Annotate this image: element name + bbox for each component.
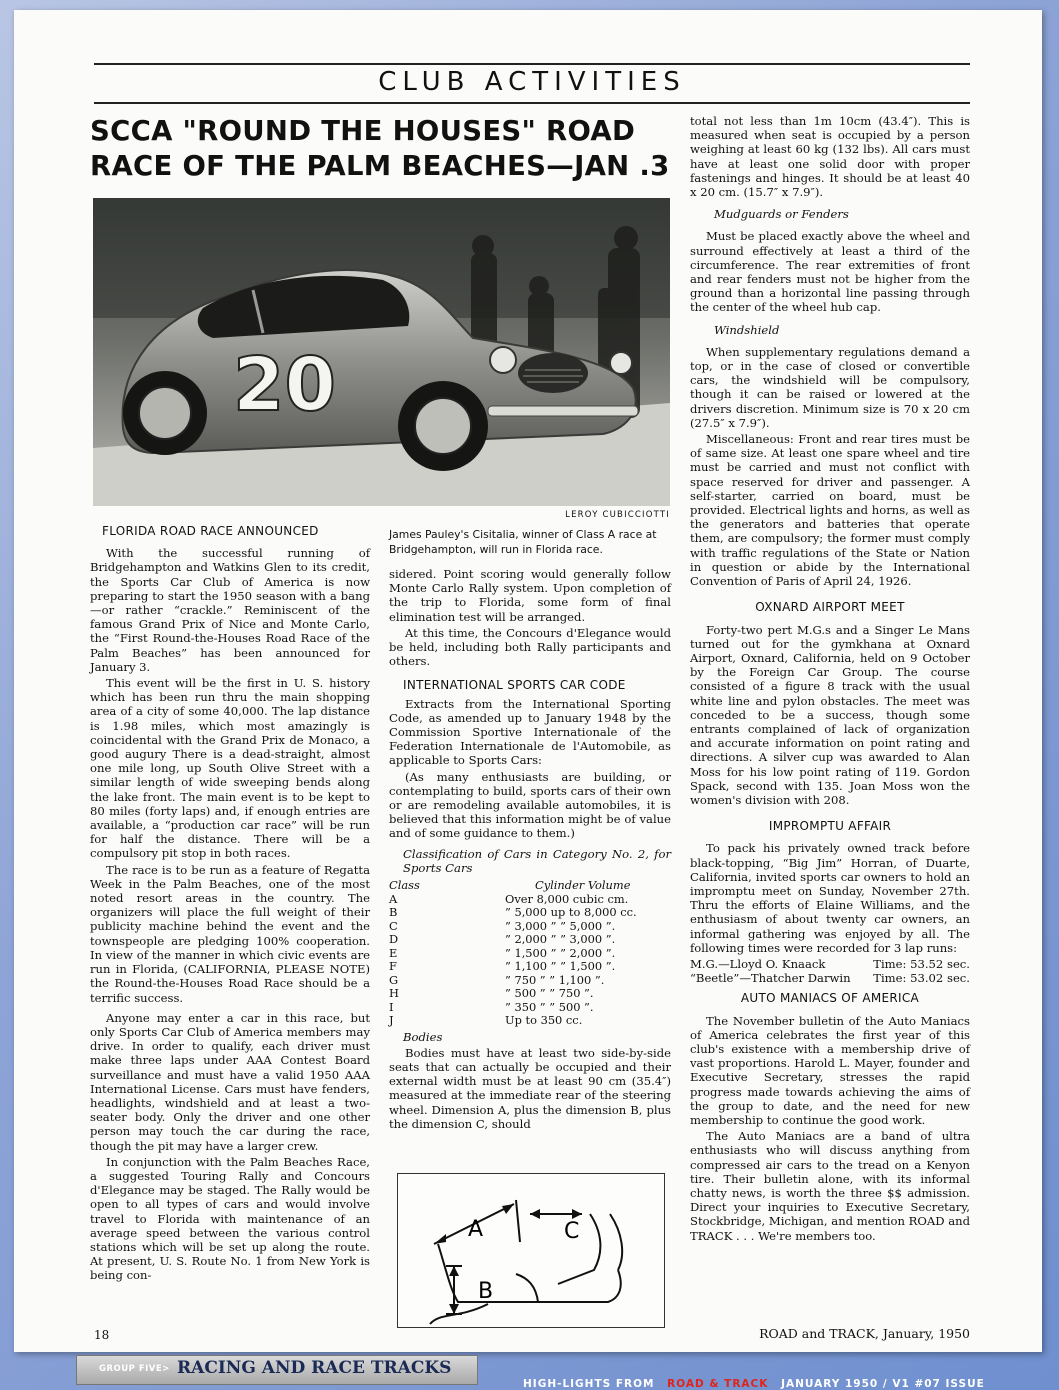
class-letter: I (389, 999, 394, 1014)
classification-table (389, 879, 671, 1028)
column-3 (690, 114, 970, 1245)
time-driver: M.G.—Lloyd O. Knaack (690, 956, 826, 971)
class-volume: ” 1,500 ” ” 2,000 ”. (505, 945, 616, 960)
class-volume: Up to 350 cc. (505, 1013, 583, 1028)
class-row (389, 960, 671, 974)
class-row (389, 920, 671, 934)
class-letter: B (389, 905, 398, 920)
class-row (389, 947, 671, 961)
class-row (389, 1014, 671, 1028)
mudguards-title: Mudguards or Fenders (714, 207, 849, 222)
class-letter: E (389, 945, 398, 960)
bottom-issue: JANUARY 1950 / V1 #07 ISSUE (781, 1378, 985, 1390)
class-row (389, 893, 671, 907)
race-car-photo (93, 198, 670, 506)
magazine-footer: ROAD and TRACK, January, 1950 (759, 1326, 970, 1341)
class-row (389, 906, 671, 920)
diagram-label-a: A (468, 1217, 484, 1242)
car-number: 20 (233, 342, 336, 428)
paragraph: total not less than 1m 10cm (43.4″). This is measured when seat is occupied by a person weighing at least 60 kg (132 lbs). All cars must have at least one solid door with proper fastenings and hinges. It should be at least 40 x 20 cm. (15.7″ x 7.9″). (690, 114, 970, 200)
heading-code: INTERNATIONAL SPORTS CAR CODE (403, 678, 626, 693)
diagram-label-b: B (478, 1279, 494, 1304)
class-letter: F (389, 959, 397, 974)
bottom-prefix: HIGH-LIGHTS FROM (523, 1378, 655, 1390)
photo-credit: LEROY CUBICCIOTTI (565, 510, 670, 520)
class-letter: C (389, 918, 398, 933)
header-rule (94, 102, 970, 104)
photo-caption: James Pauley's Cisitalia, winner of Class A race at Bridgehampton, will run in Florida race. (389, 528, 657, 556)
paragraph: (As many enthusiasts are building, or contemplating to build, sports cars of their own or are remodeling available automobiles, it is believed that this information might be of value and of some guidance to them.) (389, 769, 671, 841)
car-illustration (93, 198, 670, 506)
class-volume: ” 5,000 up to 8,000 cc. (505, 905, 637, 920)
paragraph: Miscellaneous: Front and rear tires must be of same size. At least one spare wheel and tire must be carried and must not conflict with space reserved for driver and passenger. A self-starter, carried on board, must be provided. Electrical lights and horns, as well as the generators and batteries that operate them, are compulsory; the former must comply with traffic regulations of the State or Nation in question or abide by the International Convention of Paris of April 24, 1926. (690, 432, 970, 589)
volume-header: Cylinder Volume (535, 878, 631, 893)
paragraph: Forty-two pert M.G.s and a Singer Le Mans turned out for the gymkhana at Oxnard Airport, Oxnard, California, held on 9 October by the Foreign Car Group. The course consisted of a figure 8 track with the usual white line and pylon obstacles. The meet was conceded to be a success, though some entrants complained of lack of organization and accurate information on point rating and directions. A silver cup was awarded to Alan Moss for his low point rating of 119. Gordon Spack, second with 135. Joan Moss won the women's division with 208. (690, 622, 970, 807)
class-volume: ” 3,000 ” ” 5,000 ”. (505, 918, 616, 933)
paragraph: Bodies must have at least two side-by-side seats that can actually be occupied and their external width must be at least 90 cm (35.4″) measured at the immediate rear of the steering wheel. Dimension A, plus the dimension B, plus the dimension C, should (389, 1045, 671, 1131)
class-volume: ” 2,000 ” ” 3,000 ”. (505, 932, 616, 947)
paragraph: The November bulletin of the Auto Maniacs of America celebrates the first year of this club's existence with a membership drive of vast proportions. Harold L. Mayer, founder and Executive Secretary, stresses the rapid progress made towards achieving the aims of the group to date, and the need for new membership to continue the good work. (690, 1013, 970, 1127)
class-volume: ” 750 ” ” 1,100 ”. (505, 972, 605, 987)
article-headline: SCCA "ROUND THE HOUSES" ROAD RACE OF THE PALM BEACHES—JAN .3 (90, 115, 670, 182)
class-row (389, 1001, 671, 1015)
banner-group: GROUP FIVE> (99, 1364, 170, 1374)
paragraph: sidered. Point scoring would generally follow Monte Carlo Rally system. Upon completion of the trip to Florida, some form of final elimination test will be arranged. (389, 567, 671, 624)
paragraph: The Auto Maniacs are a band of ultra enthusiasts who will discuss anything from compressed air cars to the tread on a Kenyon tire. Their bulletin alone, with its informal chatty news, is worth the three $$ admission. Direct your inquiries to Executive Secretary, Stockbridge, Michigan, and mention ROAD and TRACK . . . We're members too. (690, 1129, 970, 1243)
times-row (690, 957, 970, 971)
class-letter: J (389, 1013, 394, 1028)
bottom-brand: ROAD & TRACK (667, 1378, 769, 1390)
class-letter: A (389, 891, 398, 906)
bottom-strip (523, 1378, 1033, 1390)
time-value: Time: 53.52 sec. (873, 956, 970, 971)
bodies-title: Bodies (403, 1029, 443, 1044)
section-title: CLUB ACTIVITIES (378, 67, 686, 97)
paragraph: When supplementary regulations demand a top, or in the case of closed or convertible cars, the windshield will be compulsory, though it can be raised or lowered at the drivers discretion. Minimum size is 70 x 20 cm (27.5″ x 7.9″). (690, 344, 970, 430)
class-volume: Over 8,000 cubic cm. (505, 891, 629, 906)
paragraph: With the successful running of Bridgehampton and Watkins Glen to its credit, the Sports Car Club of America is now preparing to start the 1950 season with a bang—or rather “crackle.” Reminiscent of the famous Grand Prix of Nice and Monte Carlo, the “First Round-the-Houses Road Race of the Palm Beaches” has been announced for January 3. (90, 546, 370, 674)
time-driver: “Beetle”—Thatcher Darwin (690, 971, 851, 986)
windshield-title: Windshield (714, 322, 780, 337)
class-row (389, 987, 671, 1001)
paragraph: In conjunction with the Palm Beaches Race, a suggested Touring Rally and Concours d'Elegance may be staged. The Rally would be open to all types of cars and would involve travel to Florida with maintenance of an average speed between the various control stations which will be set up along the route. At present, U. S. Route No. 1 from New York is being con- (90, 1154, 370, 1283)
class-letter: H (389, 986, 399, 1001)
class-row (389, 933, 671, 947)
page-number: 18 (94, 1328, 110, 1342)
heading-maniacs: AUTO MANIACS OF AMERICA (740, 991, 920, 1006)
paragraph: Anyone may enter a car in this race, but only Sports Car Club of America members may drive. In order to qualify, each driver must make three laps under AAA Contest Board surveillance and must have a valid 1950 AAA International License. Cars must have fenders, headlights, windshield and at least a two-seater body. Only the driver and one other person may touch the car during the race, though the pit may have a larger crew. (90, 1010, 370, 1153)
paragraph: At this time, the Concours d'Elegance would be held, including both Rally participants and others. (389, 625, 671, 669)
paragraph: Must be placed exactly above the wheel and surround effectively at least a third of the circumference. The rear extremities of front and rear fenders must not be higher from the ground than a horizontal line passing through the center of the wheel hub cap. (690, 229, 970, 315)
class-volume: ” 500 ” ” 750 ”. (505, 986, 594, 1001)
body-dimension-diagram (397, 1173, 665, 1328)
times-row (690, 971, 970, 985)
heading-florida: FLORIDA ROAD RACE ANNOUNCED (102, 524, 319, 538)
class-volume: ” 1,100 ” ” 1,500 ”. (505, 959, 616, 974)
column-1 (90, 520, 370, 1285)
heading-oxnard: OXNARD AIRPORT MEET (755, 600, 905, 615)
section-banner (76, 1355, 478, 1385)
class-letter: D (389, 932, 399, 947)
class-header: Class (389, 878, 420, 893)
paragraph: To pack his privately owned track before black-topping, “Big Jim” Horran, of Duarte, California, invited sports car owners to hold an impromptu meet on Sunday, November 27th. Thru the efforts of Elaine Williams, and the enthusiasm of about twenty car owners, an informal gathering was enjoyed by all. The following times were recorded for 3 lap runs: (690, 841, 970, 955)
class-letter: G (389, 972, 399, 987)
diagram-label-c: C (564, 1219, 580, 1244)
magazine-page (14, 10, 1042, 1352)
class-volume: ” 350 ” ” 500 ”. (505, 999, 594, 1014)
heading-impromptu: IMPROMPTU AFFAIR (768, 819, 892, 834)
top-rule (94, 63, 970, 65)
classification-title: Classification of Cars in Category No. 2, for Sports Cars (403, 846, 671, 875)
column-2 (389, 528, 671, 1133)
banner-title: RACING AND RACE TRACKS (177, 1358, 452, 1378)
paragraph: Extracts from the International Sporting Code, as amended up to January 1948 by the Commission Sportive Internationale of the Federation Internationale de l'Automobile, as applicable to Sports Cars: (389, 696, 671, 768)
class-row (389, 974, 671, 988)
paragraph: The race is to be run as a feature of Regatta Week in the Palm Beaches, one of the most noted resort areas in the country. The organizers will place the full weight of their publicity machine behind the event and the townspeople are pledging 100% cooperation. In view of the manner in which civic events are run in Florida, (CALIFORNIA, PLEASE NOTE) the Round-the-Houses Road Race should be a terrific success. (90, 862, 370, 1005)
paragraph: This event will be the first in U. S. history which has been run thru the main shopping area of a city of some 40,000. The lap distance is 1.98 miles, which most amazingly is coincidental with the Grand Prix de Monaco, a good augury There is a dead-straight, almost one mile long, up South Olive Street with a similar length of wide sweeping bends along the lake front. The main event is to be kept to 80 miles (forty laps) and, if enough entries are available, a “production car race” will be run for half the distance. There will be a compulsory pit stop in both races. (90, 676, 370, 861)
time-value: Time: 53.02 sec. (873, 971, 970, 986)
